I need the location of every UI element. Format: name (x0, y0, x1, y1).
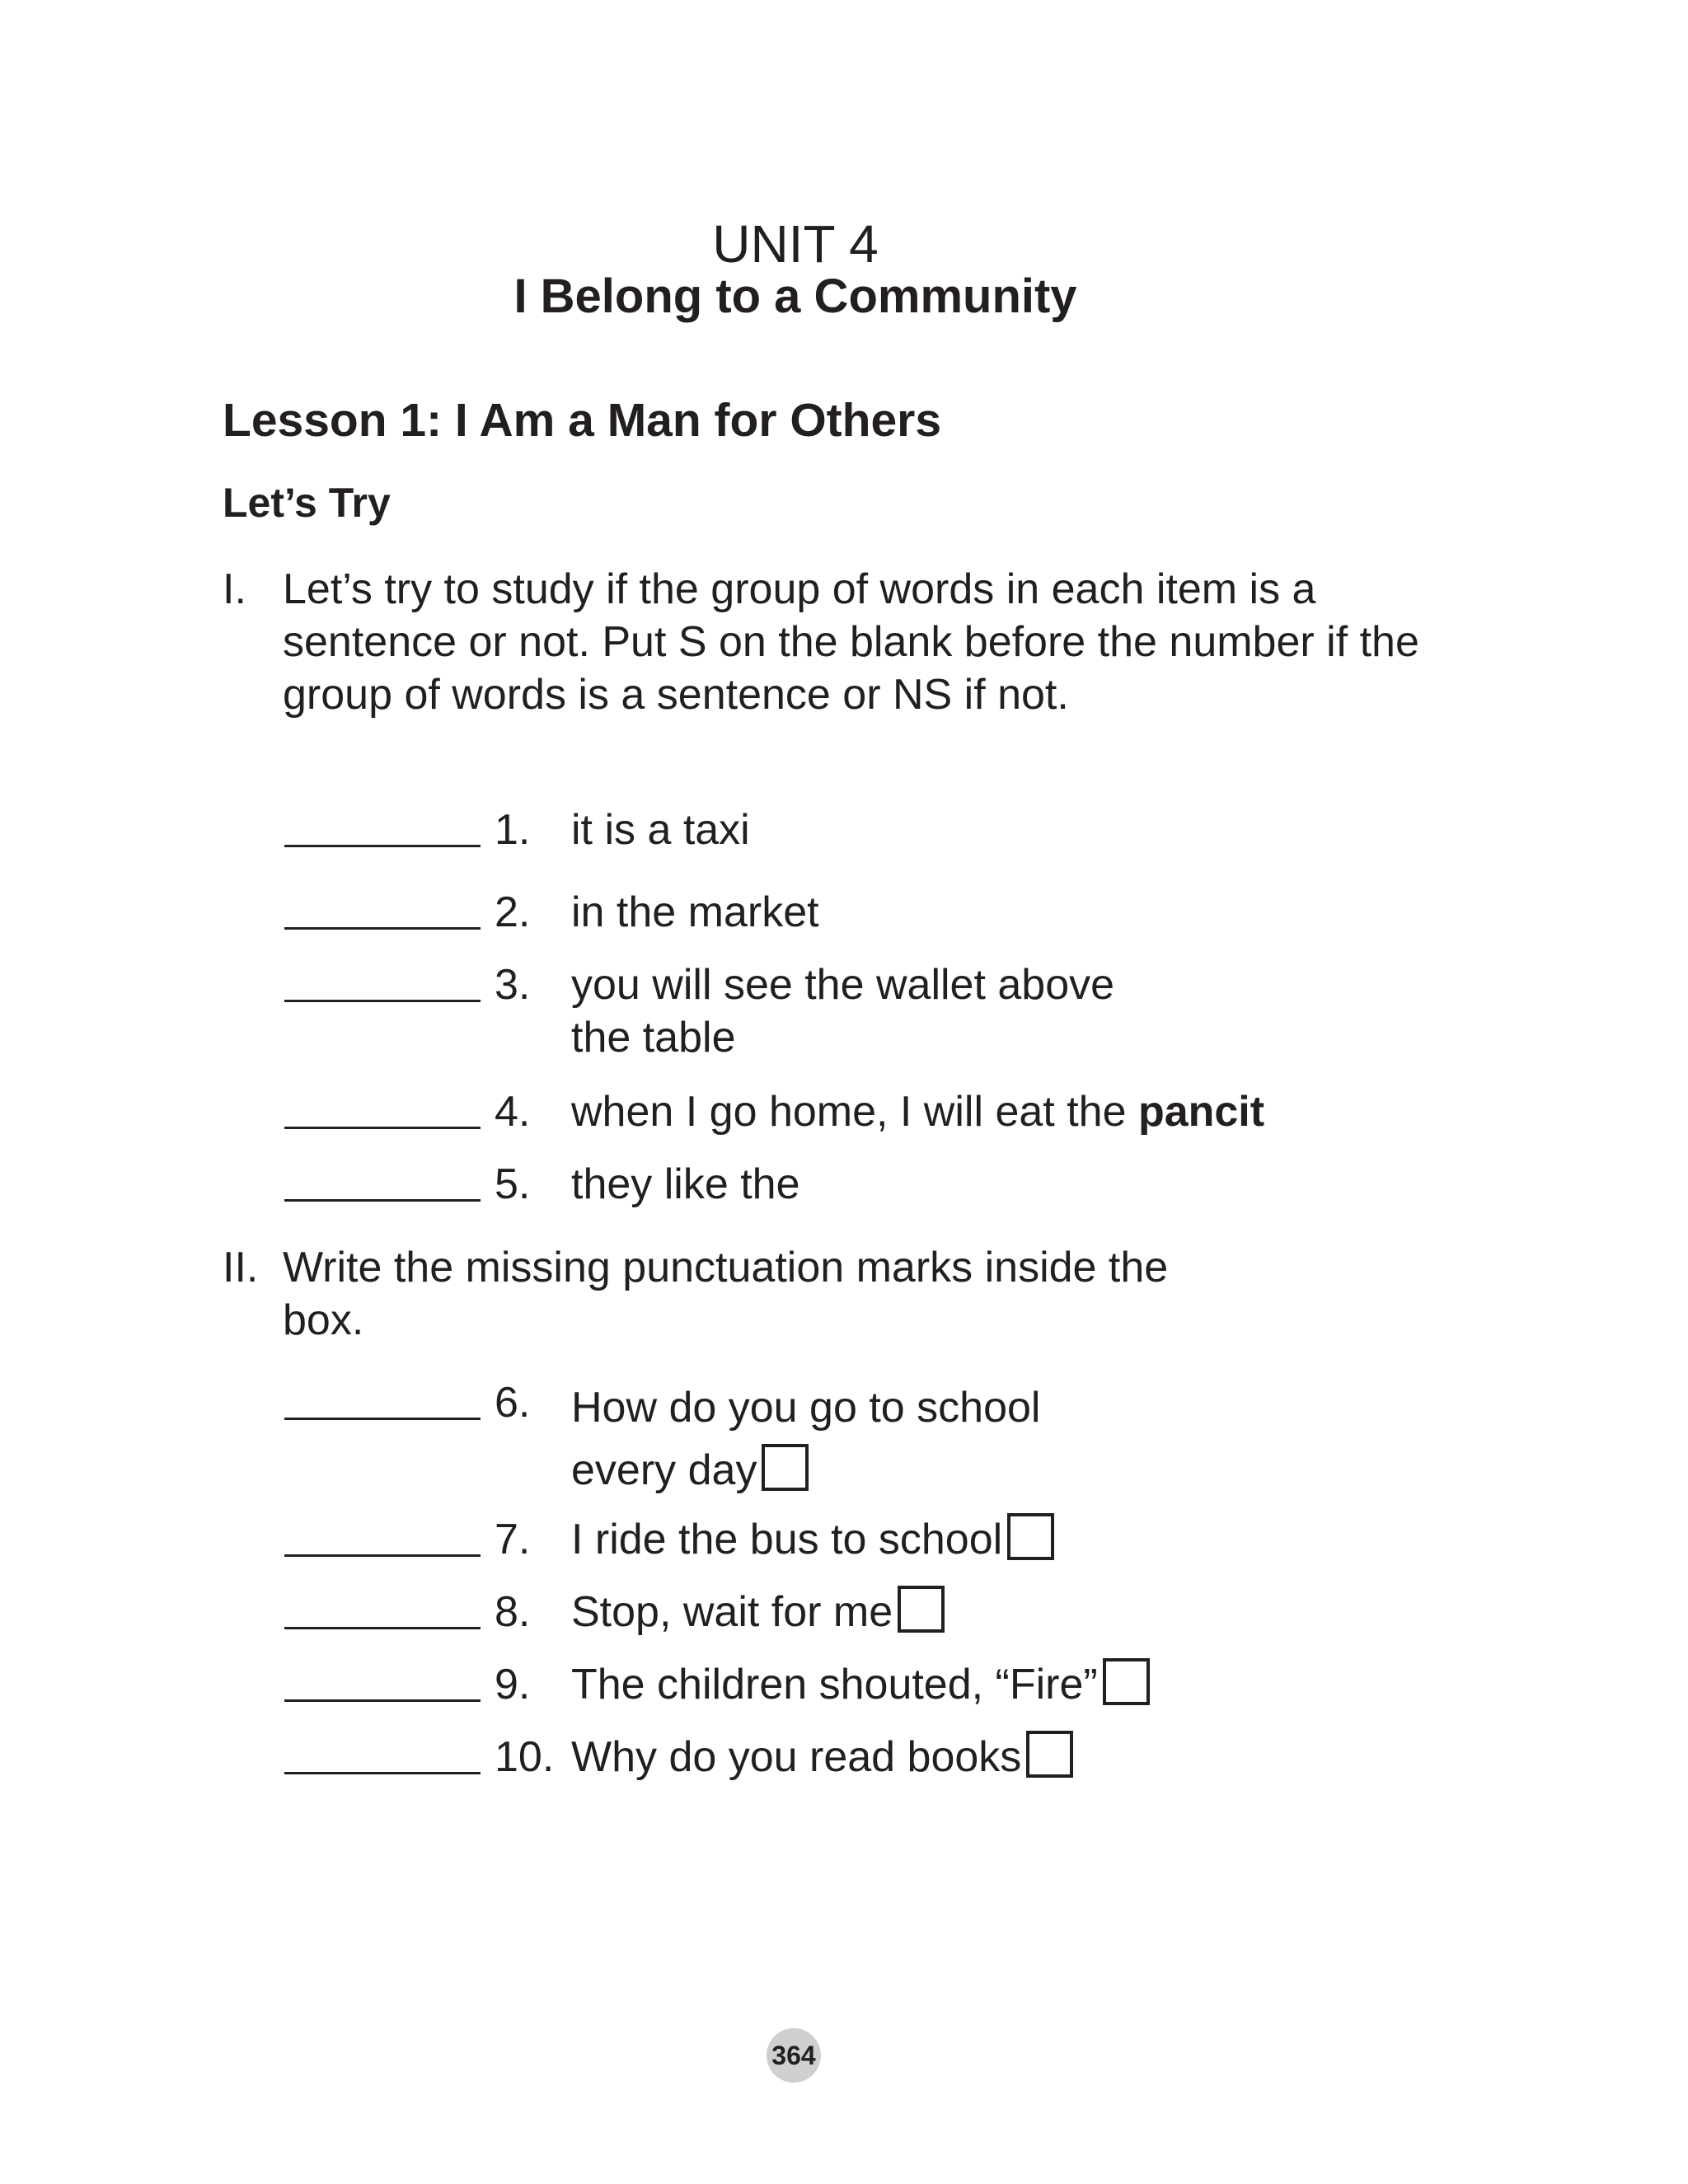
answer-blank[interactable] (284, 1199, 481, 1202)
item-number: 8. (495, 1588, 531, 1636)
item-text (571, 958, 1395, 1064)
punctuation-box[interactable] (898, 1586, 945, 1633)
answer-blank[interactable] (284, 1699, 481, 1702)
answer-blank[interactable] (284, 1554, 481, 1557)
item-text (571, 1658, 1395, 1711)
item-number: 5. (495, 1160, 531, 1208)
part2-instruction-line2: box. (283, 1296, 364, 1344)
part2-numeral: II. (223, 1244, 259, 1291)
item-text (571, 1376, 1395, 1502)
item-text: they like the (571, 1160, 800, 1208)
item-text-plain: when I go home, I will eat the (571, 1088, 1138, 1136)
item-number: 4. (495, 1088, 531, 1136)
item-text (571, 1085, 1395, 1138)
punctuation-box[interactable] (1007, 1513, 1054, 1560)
item-text (571, 1731, 1395, 1783)
item-number: 6. (495, 1379, 531, 1427)
item-text-bold: pancit (1137, 1088, 1265, 1136)
punctuation-box[interactable] (762, 1444, 809, 1491)
item-text-line2: every day (571, 1446, 757, 1494)
part2-instruction (223, 1241, 1401, 1348)
item-number: 2. (495, 888, 531, 936)
answer-blank[interactable] (284, 1000, 481, 1002)
answer-blank[interactable] (284, 1627, 481, 1629)
part1-instruction (223, 563, 1419, 777)
item-text (571, 1513, 1395, 1566)
punctuation-box[interactable] (1103, 1658, 1150, 1705)
item-text-content: Why do you read books (571, 1733, 1022, 1781)
unit-title: UNIT 4 (712, 214, 879, 274)
answer-blank[interactable] (284, 1772, 481, 1774)
item-text: it is a taxi (571, 806, 750, 854)
part1-numeral: I. (223, 565, 246, 613)
lesson-title: Lesson 1: I Am a Man for Others (223, 394, 942, 447)
answer-blank[interactable] (284, 1418, 481, 1420)
part2-instruction-line1: Write the missing punctuation marks inside the (283, 1244, 1169, 1291)
section-heading: Let’s Try (223, 480, 391, 526)
item-text-content: Stop, wait for me (571, 1588, 893, 1636)
page-number: 364 (767, 2028, 821, 2083)
item-text-line1: How do you go to school (571, 1384, 1041, 1432)
item-text-content: I ride the bus to school (571, 1516, 1003, 1563)
item-number: 3. (495, 961, 531, 1009)
punctuation-box[interactable] (1026, 1731, 1073, 1778)
unit-subtitle: I Belong to a Community (513, 269, 1077, 323)
item-number: 7. (495, 1516, 531, 1563)
answer-blank[interactable] (284, 845, 481, 847)
item-number: 10. (495, 1733, 555, 1781)
item-number: 1. (495, 806, 531, 854)
part1-instruction-text: Let’s try to study if the group of words in each item is a sentence or not. Put S on the blank before the number if the group of words is a sentence or NS if not. (283, 565, 1419, 719)
item-number: 9. (495, 1661, 531, 1708)
answer-blank[interactable] (284, 1127, 481, 1129)
item-text-line1: you will see the wallet above (571, 961, 1115, 1009)
answer-blank[interactable] (284, 927, 481, 930)
item-text: in the market (571, 888, 819, 936)
part2-instruction-text (283, 1241, 1461, 1347)
item-text-line2: the table (571, 1014, 736, 1062)
item-text-content: The children shouted, “Fire” (571, 1661, 1098, 1708)
item-text (571, 1586, 1395, 1638)
